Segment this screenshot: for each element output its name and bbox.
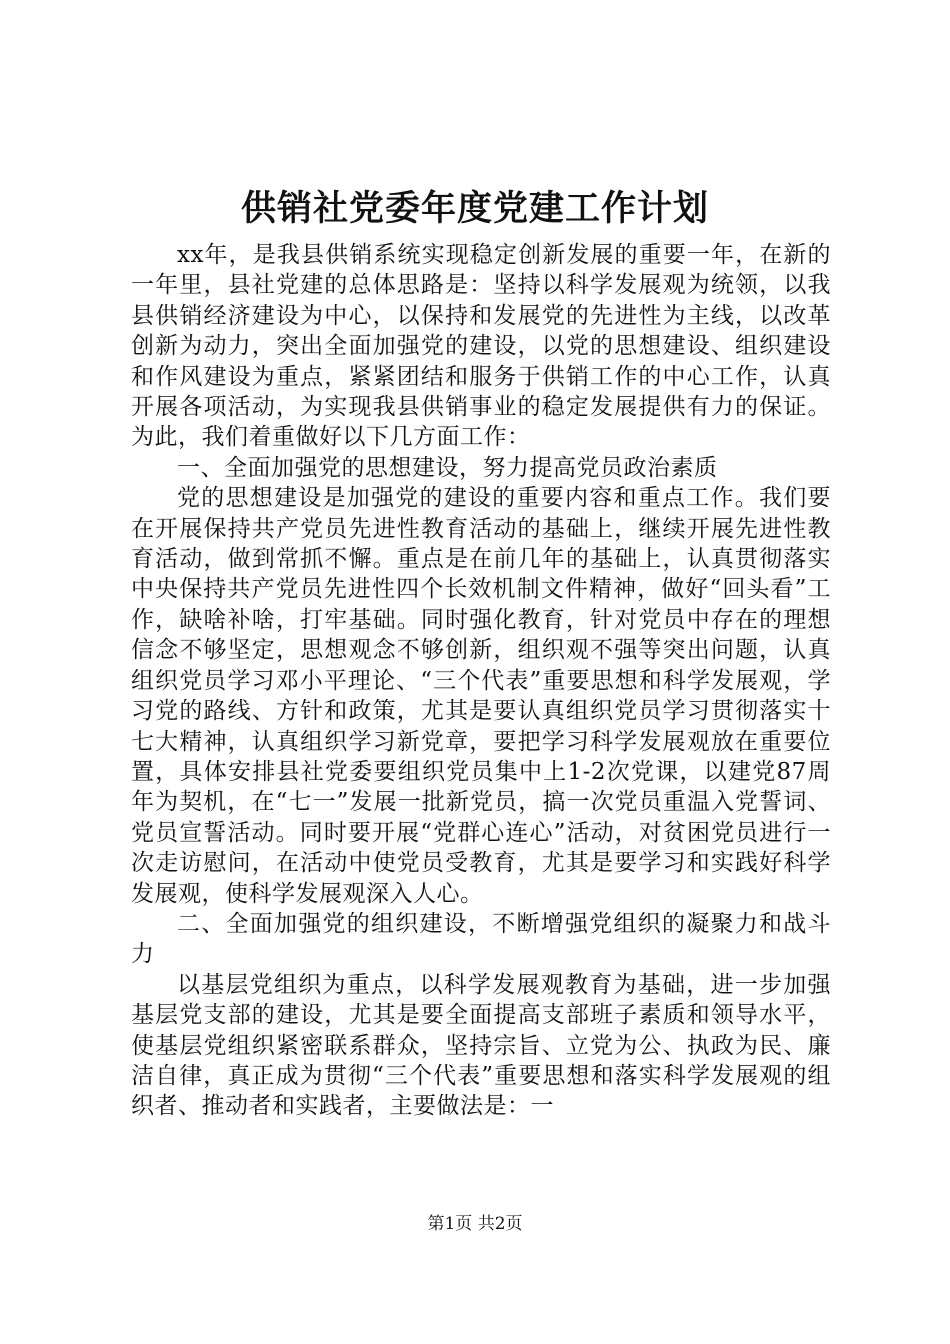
section-heading-1: 一、全面加强党的思想建设，努力提高党员政治素质 — [177, 454, 718, 481]
document-title: 供销社党委年度党建工作计划 — [240, 188, 709, 229]
section-2-paragraph: 以基层党组织为重点，以科学发展观教育为基础，进一步加强基层党支部的建设，尤其是要全面提高支部班子素质和领导水平，使基层党组织紧密联系群众，坚持宗旨、立党为公、执政为民、廉洁自律，真正成为贯彻“三个代表”重要思想和落实科学发展观的组织者、推动者和实践者，主要做法是：一 — [131, 971, 831, 1120]
document-body — [131, 240, 831, 1122]
intro-paragraph: xx年，是我县供销系统实现稳定创新发展的重要一年，在新的一年里，县社党建的总体思路是：坚持以科学发展观为统领，以我县供销经济建设为中心，以保持和发展党的先进性为主线，以改革创新为动力，突出全面加强党的建设，以党的思想建设、组织建设和作风建设为重点，紧紧团结和服务于供销工作的中心工作，认真开展各项活动，为实现我县供销事业的稳定发展提供有力的保证。为此，我们着重做好以下几方面工作： — [131, 242, 831, 451]
section-1-paragraph: 党的思想建设是加强党的建设的重要内容和重点工作。我们要在开展保持共产党员先进性教育活动的基础上，继续开展先进性教育活动，做到常抓不懈。重点是在前几年的基础上，认真贯彻落实中央保持共产党员先进性四个长效机制文件精神，做好“回头看”工作，缺啥补啥，打牢基础。同时强化教育，针对党员中存在的理想信念不够坚定，思想观念不够创新，组织观不强等突出问题，认真组织党员学习邓小平理论、“三个代表”重要思想和科学发展观，学习党的路线、方针和政策，尤其是要认真组织党员学习贯彻落实十七大精神，认真组织学习新党章，要把学习科学发展观放在重要位置，具体安排县社党委要组织党员集中上1-2次党课，以建党87周年为契机，在“七一”发展一批新党员，搞一次党员重温入党誓词、党员宣誓活动。同时要开展“党群心连心”活动，对贫困党员进行一次走访慰问，在活动中使党员受教育，尤其是要学习和实践好科学发展观，使科学发展观深入人心。 — [131, 485, 831, 907]
section-heading-2: 二、全面加强党的组织建设，不断增强党组织的凝聚力和战斗力 — [131, 910, 831, 968]
page-number-footer: 第1页 共2页 — [427, 1214, 523, 1234]
